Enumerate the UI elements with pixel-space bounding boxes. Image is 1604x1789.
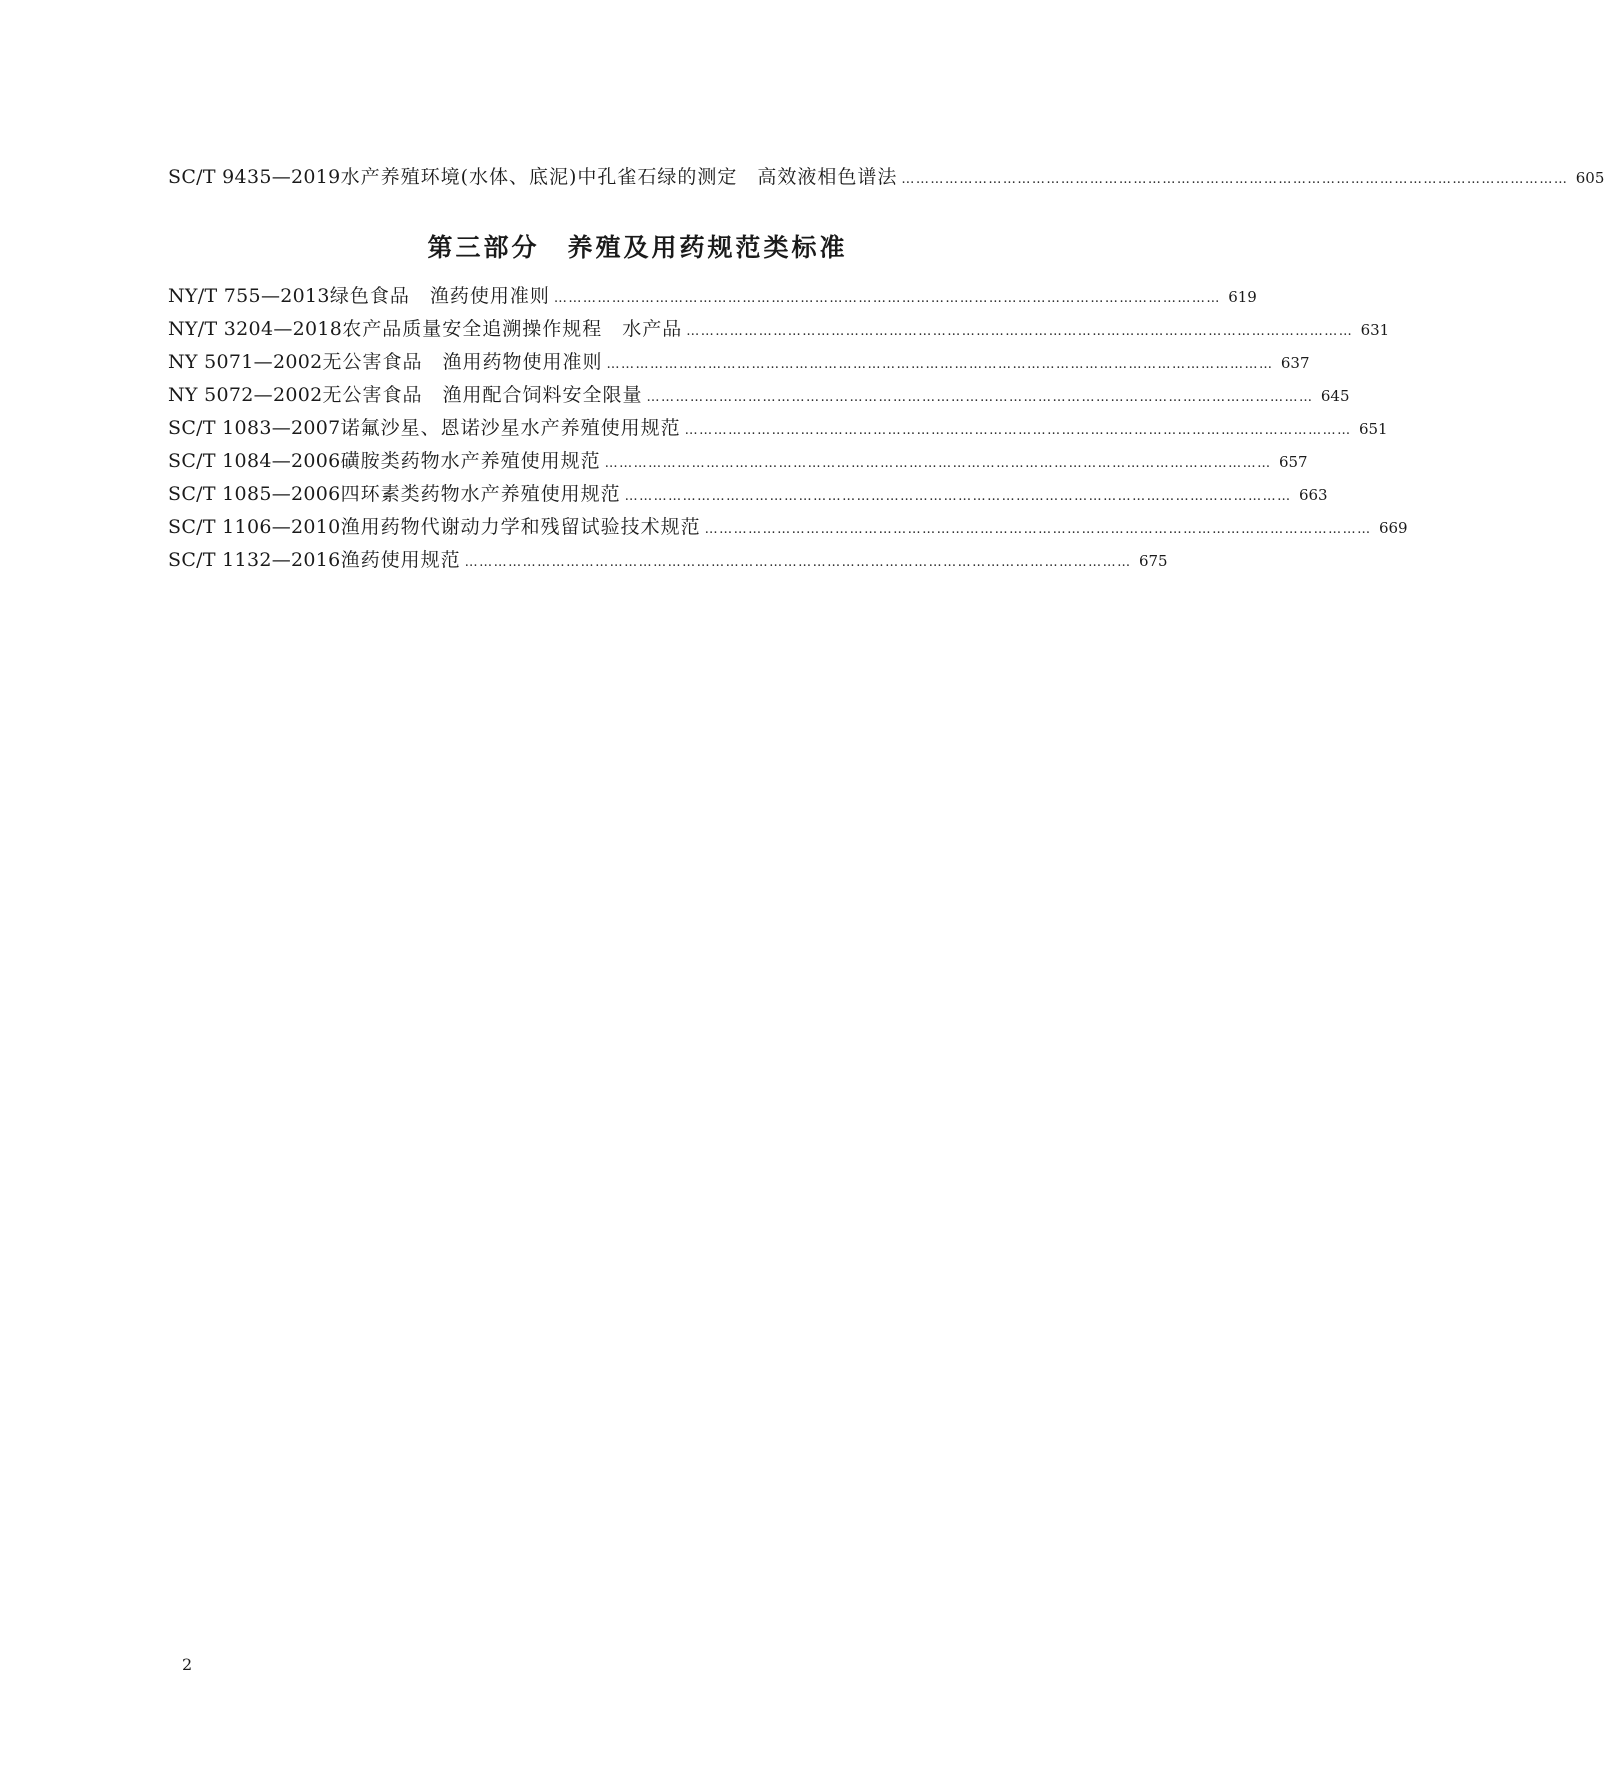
standard-code: NY/T 755—2013 — [168, 285, 330, 307]
page-number: 2 — [182, 1655, 193, 1674]
page-ref: 651 — [1358, 420, 1388, 438]
toc-entry[interactable] — [168, 512, 1408, 542]
standard-code: SC/T 1084—2006 — [168, 450, 341, 472]
leader-dots: ………………………………………………………………………………………………………………………… — [686, 324, 1354, 339]
leader-dots: ………………………………………………………………………………………………………………………… — [646, 390, 1314, 405]
page-ref: 669 — [1378, 519, 1408, 537]
page-ref: 619 — [1228, 288, 1257, 306]
leader-dots: ………………………………………………………………………………………………………………………… — [901, 172, 1569, 187]
page-ref: 637 — [1280, 354, 1310, 372]
standard-code: SC/T 1083—2007 — [168, 417, 341, 439]
page-ref: 657 — [1278, 453, 1308, 471]
toc-entry[interactable] — [168, 314, 1390, 344]
standard-code: NY 5071—2002 — [168, 351, 323, 373]
leader-dots: ………………………………………………………………………………………………………………………… — [604, 456, 1272, 471]
leader-dots: ………………………………………………………………………………………………………………………… — [553, 291, 1221, 306]
leader-dots: ………………………………………………………………………………………………………………………… — [624, 489, 1292, 504]
page-ref: 645 — [1320, 387, 1350, 405]
standard-title: 无公害食品 渔用配合饲料安全限量 — [322, 384, 643, 406]
toc-entry[interactable] — [168, 413, 1388, 443]
standard-title: 渔用药物代谢动力学和残留试验技术规范 — [340, 516, 701, 538]
standard-title: 渔药使用规范 — [340, 549, 461, 571]
page-ref: 605 — [1575, 169, 1604, 187]
leader-dots: ………………………………………………………………………………………………………………………… — [464, 555, 1132, 570]
standard-title: 农产品质量安全追溯操作规程 水产品 — [342, 318, 683, 340]
toc-entry[interactable] — [168, 281, 1257, 311]
standard-code: NY 5072—2002 — [168, 384, 323, 406]
leader-dots: ………………………………………………………………………………………………………………………… — [704, 522, 1372, 537]
toc-entry[interactable] — [168, 380, 1350, 410]
page-ref: 631 — [1360, 321, 1390, 339]
standard-code: SC/T 9435—2019 — [168, 166, 341, 188]
standard-title: 诺氟沙星、恩诺沙星水产养殖使用规范 — [340, 417, 681, 439]
standard-code: SC/T 1085—2006 — [168, 483, 341, 505]
toc-entry[interactable] — [168, 446, 1308, 476]
leader-dots: ………………………………………………………………………………………………………………………… — [684, 423, 1352, 438]
standard-title: 无公害食品 渔用药物使用准则 — [322, 351, 603, 373]
standard-title: 绿色食品 渔药使用准则 — [329, 285, 550, 307]
toc-entry[interactable] — [168, 545, 1168, 575]
standard-title: 水产养殖环境(水体、底泥)中孔雀石绿的测定 高效液相色谱法 — [340, 166, 898, 188]
standard-code: SC/T 1106—2010 — [168, 516, 341, 538]
standard-title: 四环素类药物水产养殖使用规范 — [340, 483, 621, 505]
standard-code: NY/T 3204—2018 — [168, 318, 343, 340]
toc-entry[interactable] — [168, 347, 1310, 377]
toc-entry[interactable] — [168, 479, 1328, 509]
page-ref: 675 — [1138, 552, 1168, 570]
standard-title: 磺胺类药物水产养殖使用规范 — [340, 450, 601, 472]
page-ref: 663 — [1298, 486, 1328, 504]
toc-entry[interactable] — [168, 162, 1604, 192]
standard-code: SC/T 1132—2016 — [168, 549, 341, 571]
section-heading: 第三部分 养殖及用药规范类标准 — [427, 233, 848, 262]
leader-dots: ………………………………………………………………………………………………………………………… — [606, 357, 1274, 372]
